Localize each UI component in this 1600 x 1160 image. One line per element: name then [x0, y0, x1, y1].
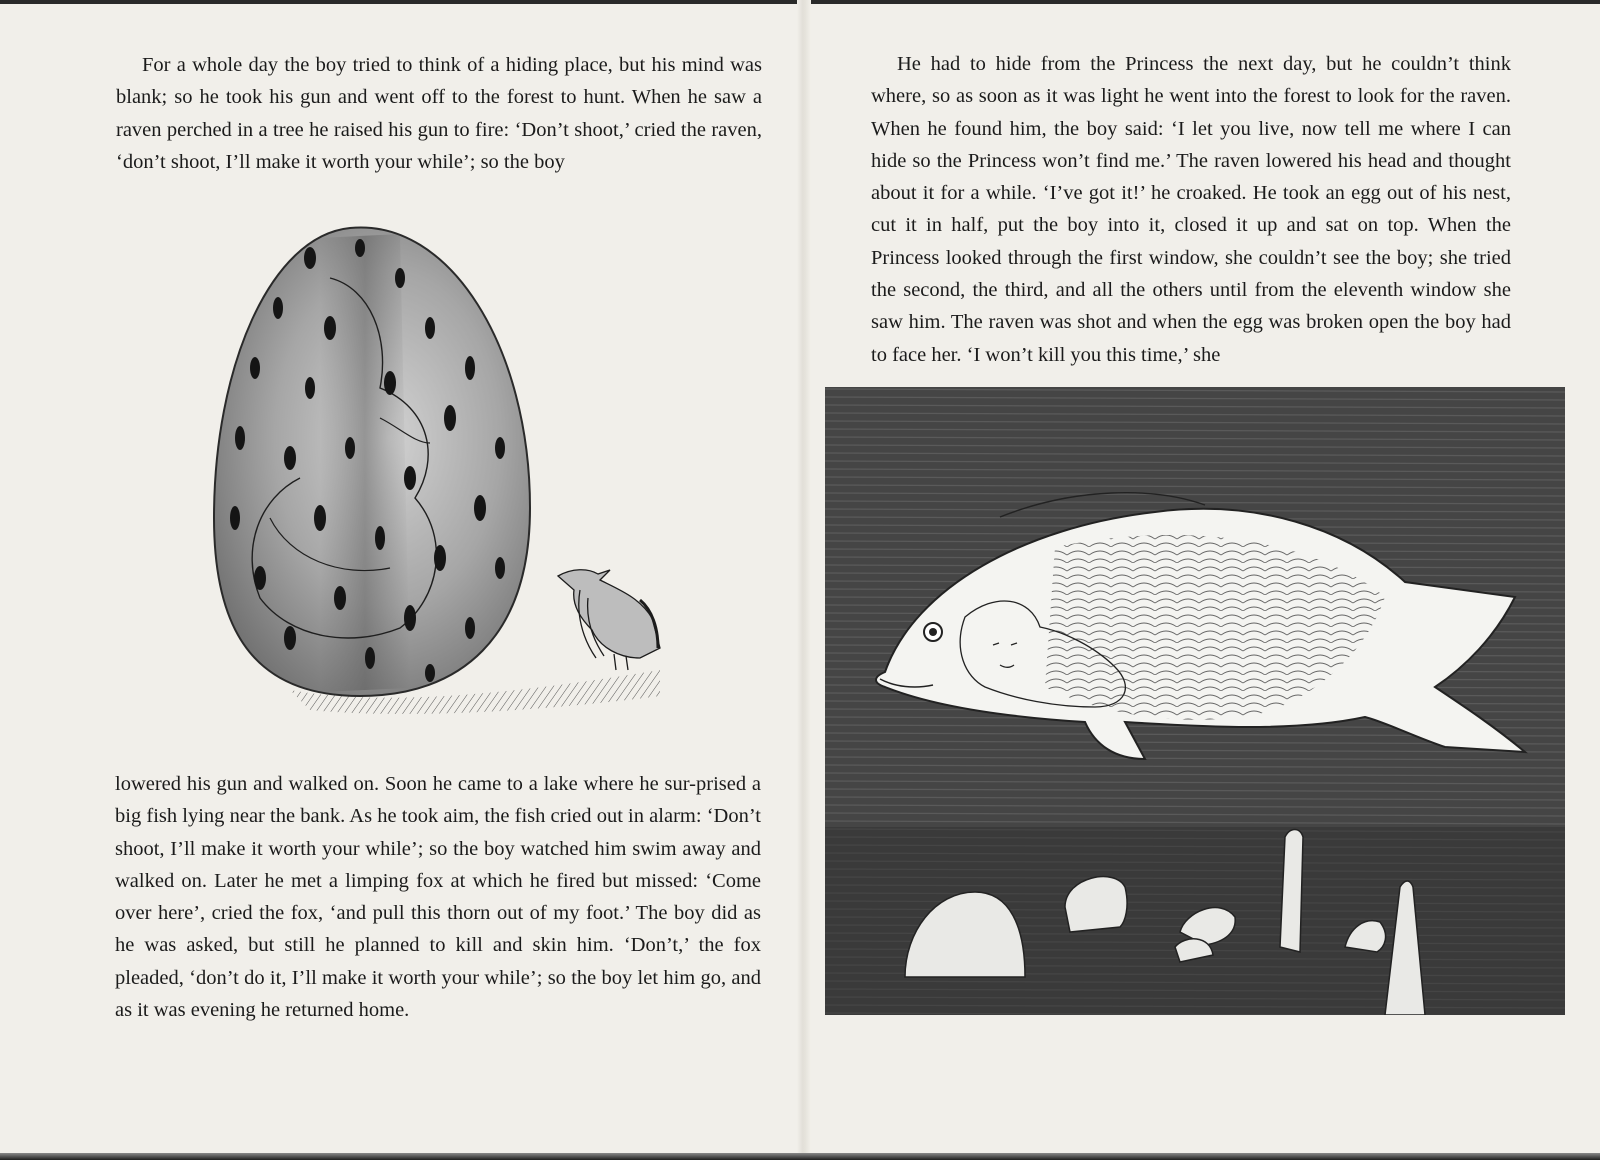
fish-lake-illustration — [825, 387, 1565, 1015]
raven-figure — [558, 570, 660, 670]
right-page-top-paragraph: He had to hide from the Princess the next day, but he couldn’t think where, so as soon as it was light he went into the forest to look for the raven. When he found him, the boy said: ‘I let you live, now tell me where I can hide so the Princess won’t find me.’ The raven lowered his head and thought about it for a while. ‘I’ve got it!’ he croaked. He took an egg out of his nest, cut it in half, put the boy into it, closed it up and sat on top. When the Princess looked through the first window, she couldn’t see the boy; she tried the second, the third, and all the others until from the eleventh window she saw him. The raven was shot and when the egg was broken open the boy had to face her. ‘I won’t kill you this time,’ she — [871, 53, 1511, 366]
left-page-bottom-paragraph: lowered his gun and walked on. Soon he came to a lake where he sur-prised a big fish lying near the bank. As he took aim, the fish cried out in alarm: ‘Don’t shoot, I’ll make it worth your while’; so the boy watched him swim away and walked on. Later he met a limping fox at which he fired but missed: ‘Come over here’, cried the fox, ‘and pull this thorn out of my foot.’ The boy did as he was asked, but still he planned to kill and skin him. ‘Don’t,’ the fox pleaded, ‘don’t do it, I’ll make it worth your while’; so the boy let him go, and as it was evening he returned home. — [115, 773, 761, 1022]
left-page-top-paragraph: For a whole day the boy tried to think of a hiding place, but his mind was blank; so he took his gun and went off to the forest to hunt. When he saw a raven perched in a tree he raised his gun to fire: ‘Don’t shoot,’ cried the raven, ‘don’t shoot, I’ll make it worth your while’; so the boy — [116, 54, 762, 173]
page-bottom-edge — [0, 1153, 1600, 1160]
egg-shape — [214, 227, 530, 696]
egg-raven-illustration — [200, 218, 680, 738]
